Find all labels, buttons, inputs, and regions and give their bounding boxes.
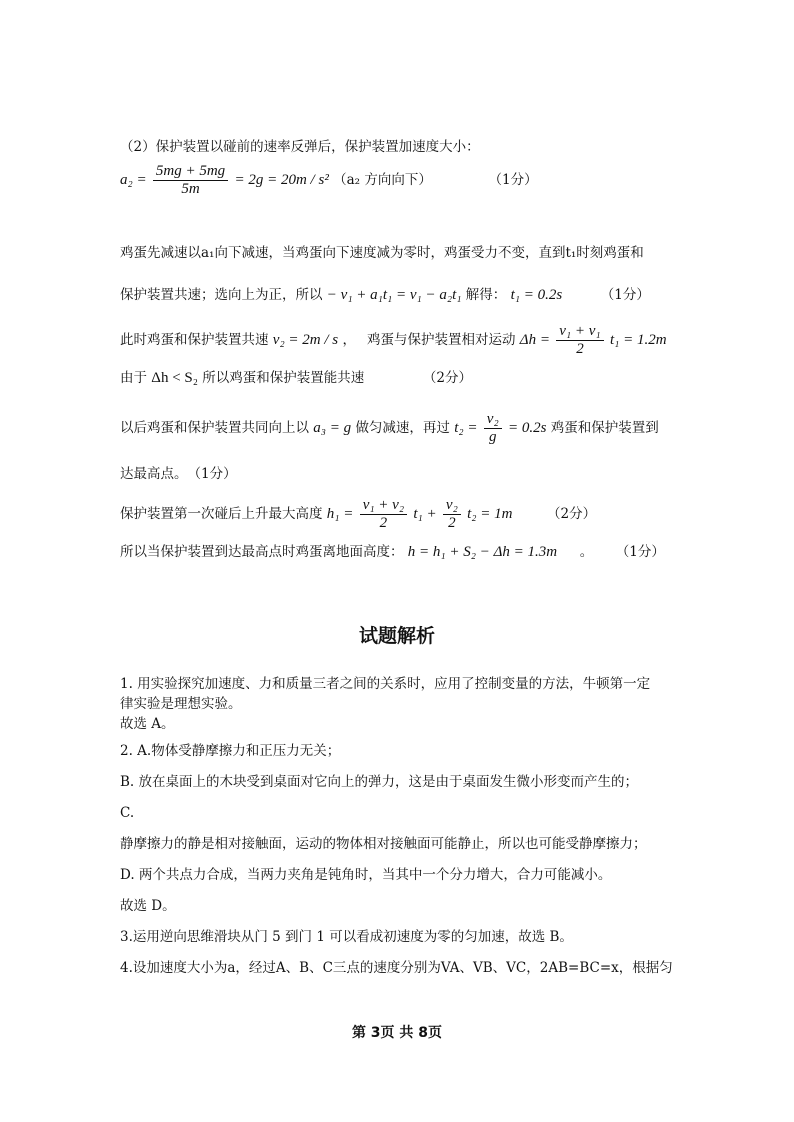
max-height-mid: t₁ + xyxy=(413,506,437,522)
a2-fraction xyxy=(153,163,228,198)
after-text3: 鸡蛋和保护装置到 xyxy=(550,420,659,436)
max-height-num2: v₂ xyxy=(443,497,461,515)
common-speed-solve: 解得： xyxy=(465,287,507,303)
final-height-line xyxy=(120,542,665,562)
max-height-score: （2分） xyxy=(547,506,597,522)
after-lhs: t₂ = xyxy=(454,420,478,436)
max-height-den2: 2 xyxy=(448,515,456,531)
final-text: 所以当保护装置到达最高点时鸡蛋离地面高度： xyxy=(120,544,404,560)
max-height-num1: v₁ + v₂ xyxy=(360,497,407,515)
analysis-line-2: 律实验是理想实验。 xyxy=(120,696,242,712)
common-speed-equation: − v₁ + a₁t₁ = v₁ − a₂t₁ xyxy=(326,287,462,303)
relative-motion-line xyxy=(120,323,667,358)
after-denominator: g xyxy=(488,429,497,445)
top-point-line: 达最高点。 （1分） xyxy=(120,466,237,482)
max-height-fraction1 xyxy=(360,497,407,532)
relative-fraction xyxy=(556,323,603,358)
a2-numerator: 5mg + 5mg xyxy=(153,163,228,181)
max-height-lhs: h₁ = xyxy=(326,506,354,522)
a2-denominator: 5m xyxy=(181,181,200,197)
common-speed-line xyxy=(120,285,650,305)
max-height-fraction2 xyxy=(443,497,461,532)
after-fraction xyxy=(484,411,502,446)
after-text2: 做匀减速，再过 xyxy=(355,420,450,436)
since-eq: Δh < S₂ xyxy=(151,370,198,386)
final-eq: h = h₁ + S₂ − Δh = 1.3m xyxy=(407,544,558,560)
analysis-line-7: 静摩擦力的静是相对接触面，运动的物体相对接触面可能静止，所以也可能受静摩擦力； xyxy=(120,836,647,852)
part2-intro: （2）保护装置以碰前的速率反弹后，保护装置加速度大小： xyxy=(120,139,480,155)
a2-note: （a₂ 方向向下） xyxy=(333,172,432,188)
max-height-line xyxy=(120,497,596,532)
relative-lhs: Δh = xyxy=(519,332,550,348)
relative-rhs: t₁ = 1.2m xyxy=(609,332,667,348)
analysis-line-5: B. 放在桌面上的木块受到桌面对它向上的弹力，这是由于桌面发生微小形变而产生的； xyxy=(120,774,639,790)
max-height-text: 保护装置第一次碰后上升最大高度 xyxy=(120,506,323,522)
relative-eq1: v₂ = 2m / s xyxy=(272,332,339,348)
analysis-line-8: D. 两个共点力合成，当两力夹角是钝角时，当其中一个分力增大，合力可能减小。 xyxy=(120,867,612,883)
analysis-line-11: 4.设加速度大小为a，经过A、B、C三点的速度分别为VA、VB、VC，2AB=BC=x，根据匀 xyxy=(120,960,673,976)
final-score: （1分） xyxy=(615,544,665,560)
since-score: （2分） xyxy=(422,370,472,386)
analysis-line-10: 3.运用逆向思维滑块从门 5 到门 1 可以看成初速度为零的匀加速，故选 B。 xyxy=(120,929,573,945)
relative-text1: 此时鸡蛋和保护装置共速 xyxy=(120,332,269,348)
analysis-line-1: 1. 用实验探究加速度、力和质量三者之间的关系时，应用了控制变量的方法，牛顿第一定 xyxy=(120,676,651,692)
analysis-line-6: C. xyxy=(120,805,135,821)
max-height-rhs: t₂ = 1m xyxy=(467,506,513,522)
common-speed-text: 保护装置共速；选向上为正，所以 xyxy=(120,287,323,303)
a2-score: （1分） xyxy=(488,172,538,188)
analysis-line-9: 故选 D。 xyxy=(120,898,176,914)
a2-rhs: = 2g = 20m / s² xyxy=(234,172,329,188)
analysis-line-4: 2. A.物体受静摩擦力和正压力无关； xyxy=(120,743,341,759)
section-title: 试题解析 xyxy=(358,625,435,647)
equation-a2 xyxy=(120,163,538,198)
common-speed-result: t₁ = 0.2s xyxy=(510,287,563,303)
since-text1: 由于 xyxy=(120,370,147,386)
after-line xyxy=(120,411,659,446)
after-rhs: = 0.2s xyxy=(507,420,547,436)
relative-numerator: v₁ + v₁ xyxy=(556,323,603,341)
page-footer: 第 3页 共 8页 xyxy=(351,1025,443,1041)
relative-denominator: 2 xyxy=(576,341,584,357)
final-end: 。 xyxy=(579,544,594,560)
after-numerator: v₂ xyxy=(484,411,502,429)
since-text2: 所以鸡蛋和保护装置能共速 xyxy=(202,370,365,386)
after-eq1: a₃ = g xyxy=(313,420,352,436)
since-line xyxy=(120,368,472,388)
a2-lhs: a₂ = xyxy=(120,172,147,188)
max-height-den1: 2 xyxy=(379,515,388,531)
egg-decel-line: 鸡蛋先减速以a₁向下减速，当鸡蛋向下速度减为零时，鸡蛋受力不变，直到t₁时刻鸡蛋和 xyxy=(120,245,644,261)
analysis-line-3: 故选 A。 xyxy=(120,716,175,732)
common-speed-score: （1分） xyxy=(600,287,650,303)
relative-text2: ， 鸡蛋与保护装置相对运动 xyxy=(342,332,516,348)
after-text1: 以后鸡蛋和保护装置共同向上以 xyxy=(120,420,309,436)
